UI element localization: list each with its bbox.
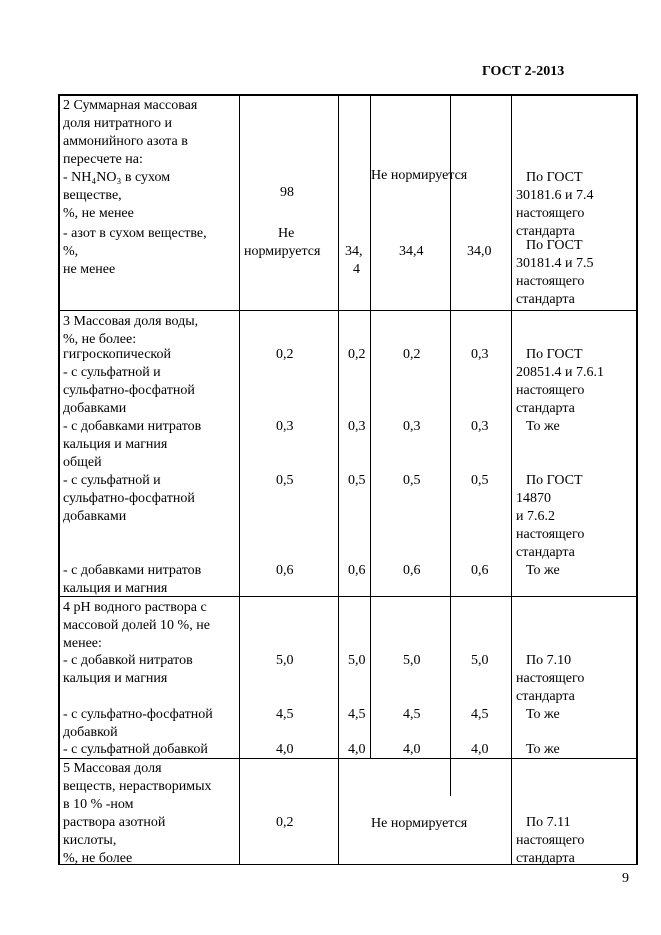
s3-r1-label: добавками: [63, 401, 127, 416]
s3-r3-method: 14870: [516, 491, 551, 506]
s3-r2-val: 0,3: [471, 419, 489, 434]
s2-b-value-col4: 34,0: [467, 244, 492, 259]
s3-r1-method: По ГОСТ: [526, 347, 583, 362]
s2-b-method: По ГОСТ: [526, 238, 583, 253]
s2-b-value-col3: 34,4: [399, 244, 424, 259]
s3-r3-val: 0,5: [348, 473, 366, 488]
s4-r2-val: 4,5: [276, 707, 294, 722]
s3-r3-label: - с сульфатной и: [63, 473, 161, 488]
s4-r2-val: 4,5: [403, 707, 421, 722]
s3-r1-method: 20851.4 и 7.6.1: [516, 365, 604, 380]
s5-label: в 10 % -ном: [63, 797, 134, 812]
document-code: ГОСТ 2-2013: [482, 64, 565, 79]
s4-r1-val: 5,0: [403, 653, 421, 668]
s2-a-label: - NH₄NO₃ в сухом: [63, 170, 171, 185]
s3-r2-label: кальция и магния: [63, 437, 168, 452]
s4-title-line: массовой долей 10 %, не: [63, 618, 210, 633]
row-divider: [58, 310, 637, 311]
s3-r3-val: 0,5: [276, 473, 294, 488]
s2-b-value-col2: 34,: [345, 244, 363, 259]
s3-r4-val: 0,6: [276, 563, 294, 578]
s5-label: 5 Массовая доля: [63, 761, 162, 776]
page-number: 9: [622, 871, 629, 886]
table-left-border: [58, 94, 60, 865]
s2-b-value-col2: 4: [353, 262, 360, 277]
s4-r1-label: - с добавкой нитратов: [63, 653, 193, 668]
s3-r2-val: 0,3: [403, 419, 421, 434]
s3-r1-method: настоящего: [516, 383, 585, 398]
s2-b-label: - азот в сухом веществе,: [63, 226, 207, 241]
s2-a-value-col1: 98: [280, 185, 294, 200]
s2-b-label: не менее: [63, 262, 116, 277]
s2-title-line: аммонийного азота в: [63, 134, 188, 149]
s5-merged-value: Не нормируется: [371, 816, 468, 831]
s3-r4-label: кальция и магния: [63, 581, 168, 596]
s4-r1-method: По 7.10: [526, 653, 572, 668]
s3-r1-val: 0,2: [276, 347, 294, 362]
col-divider: [370, 94, 371, 311]
s4-r2-label: добавкой: [63, 725, 118, 740]
s2-b-method: стандарта: [516, 292, 575, 307]
col-divider: [511, 94, 512, 865]
s5-label: раствора азотной: [63, 815, 166, 830]
s3-r3-method: и 7.6.2: [516, 509, 555, 524]
s3-title-line: 3 Массовая доля воды,: [63, 314, 199, 329]
col-divider: [338, 94, 339, 865]
s4-r3-val: 4,0: [348, 742, 366, 757]
s4-r3-val: 4,0: [471, 742, 489, 757]
s5-method: По 7.11: [526, 815, 571, 830]
s2-b-method: 30181.4 и 7.5: [516, 256, 594, 271]
s4-r1-method: стандарта: [516, 689, 575, 704]
s3-r1-label: - с сульфатной и: [63, 365, 161, 380]
s4-r1-label: кальция и магния: [63, 671, 168, 686]
table-right-border: [636, 94, 638, 865]
s4-r3-val: 4,0: [276, 742, 294, 757]
s3-r1-val: 0,3: [471, 347, 489, 362]
s4-r1-method: настоящего: [516, 671, 585, 686]
s3-r2-val: 0,3: [348, 419, 366, 434]
s4-r3-label: - с сульфатной добавкой: [63, 742, 208, 757]
s3-r2-label: общей: [63, 455, 102, 470]
s3-r2-val: 0,3: [276, 419, 294, 434]
s4-title-line: 4 рН водного раствора с: [63, 600, 207, 615]
s4-r1-val: 5,0: [276, 653, 294, 668]
s2-a-label: %, не менее: [63, 206, 134, 221]
s2-title-line: доля нитратного и: [63, 116, 172, 131]
s3-r4-val: 0,6: [348, 563, 366, 578]
s4-r3-method: То же: [526, 742, 560, 757]
s3-r1-label: гигроскопической: [63, 347, 172, 362]
s4-r1-val: 5,0: [471, 653, 489, 668]
s3-r3-method: стандарта: [516, 545, 575, 560]
s3-r2-label: - с добавками нитратов: [63, 419, 202, 434]
col-divider: [239, 94, 240, 865]
s5-label: веществ, нерастворимых: [63, 779, 212, 794]
s2-b-method: настоящего: [516, 274, 585, 289]
s2-a-method: стандарта: [516, 224, 575, 239]
s3-r3-val: 0,5: [403, 473, 421, 488]
s4-r2-label: - с сульфатно-фосфатной: [63, 707, 213, 722]
s4-r2-val: 4,5: [348, 707, 366, 722]
s2-a-label: веществе,: [63, 188, 122, 203]
s4-r1-val: 5,0: [348, 653, 366, 668]
s5-method: стандарта: [516, 851, 575, 866]
s2-b-label: %,: [63, 244, 79, 259]
s3-r4-label: - с добавками нитратов: [63, 563, 202, 578]
s2-a-method: 30181.6 и 7.4: [516, 188, 594, 203]
s3-title-line: %, не более:: [63, 332, 137, 347]
s3-r1-method: стандарта: [516, 401, 575, 416]
col-divider: [450, 758, 451, 796]
table-top-border: [58, 94, 637, 96]
s5-method: настоящего: [516, 833, 585, 848]
col-divider: [370, 310, 371, 759]
s3-r2-method: То же: [526, 419, 560, 434]
s3-r4-method: То же: [526, 563, 560, 578]
s3-r3-method: настоящего: [516, 527, 585, 542]
s3-r1-val: 0,2: [348, 347, 366, 362]
s3-r3-label: сульфатно-фосфатной: [63, 491, 195, 506]
s4-r3-val: 4,0: [403, 742, 421, 757]
s3-r3-label: добавками: [63, 509, 127, 524]
col-divider: [450, 94, 451, 311]
s2-title-line: пересчете на:: [63, 152, 143, 167]
s5-label: %, не более: [63, 851, 133, 866]
s5-value-col1: 0,2: [276, 815, 294, 830]
s2-a-method: По ГОСТ: [526, 170, 583, 185]
s2-a-merged-value: Не нормируется: [371, 168, 468, 183]
s3-r1-val: 0,2: [403, 347, 421, 362]
col-divider: [450, 310, 451, 759]
s2-a-method: настоящего: [516, 206, 585, 221]
s2-b-value-col1: нормируется: [244, 244, 321, 259]
s3-r4-val: 0,6: [471, 563, 489, 578]
s3-r3-val: 0,5: [471, 473, 489, 488]
s4-r2-val: 4,5: [471, 707, 489, 722]
s2-b-value-col1: Не: [278, 226, 295, 241]
s4-r2-method: То же: [526, 707, 560, 722]
s3-r3-method: По ГОСТ: [526, 473, 583, 488]
s5-label: кислоты,: [63, 833, 117, 848]
s3-r4-val: 0,6: [403, 563, 421, 578]
s3-r1-label: сульфатно-фосфатной: [63, 383, 195, 398]
s4-title-line: менее:: [63, 636, 102, 651]
s2-title-line: 2 Суммарная массовая: [63, 98, 198, 113]
